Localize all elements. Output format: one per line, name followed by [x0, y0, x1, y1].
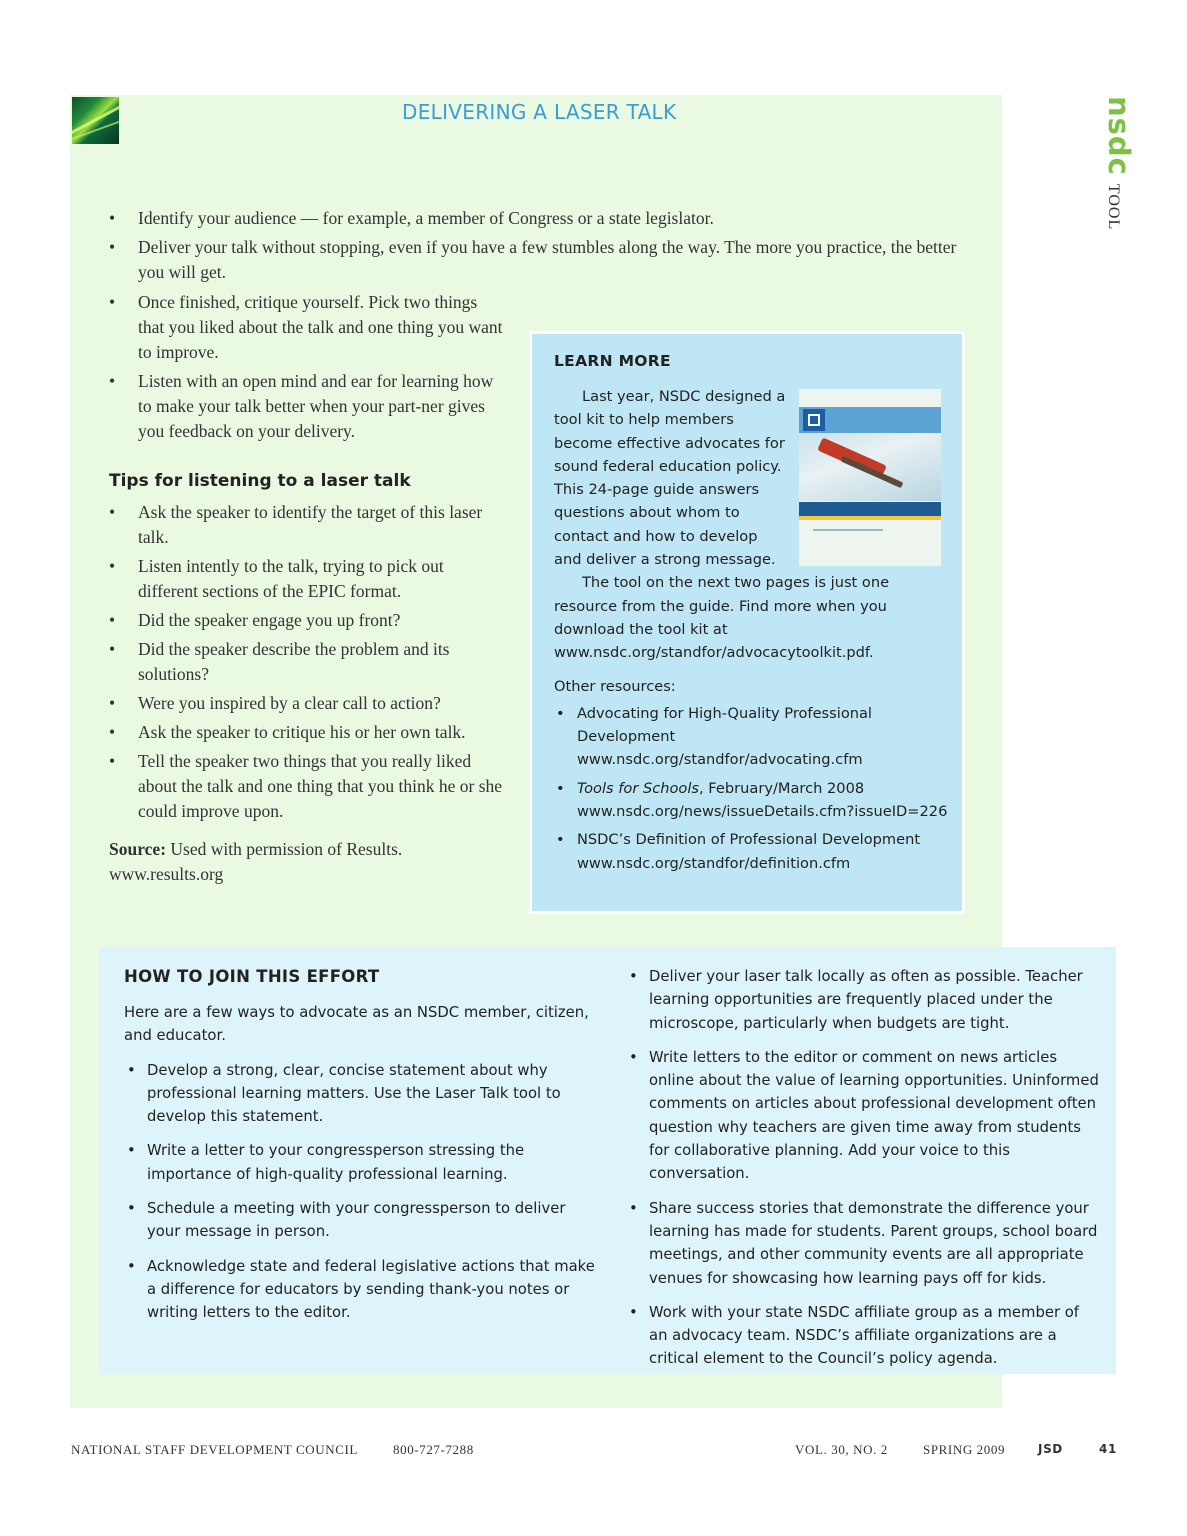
learn-more-paragraph: Last year, NSDC designed a tool kit to help members become effective advocates for sound federal education policy. This 24-page guide answers questions about whom to contact and how to develop and deliver a strong message.: [554, 388, 786, 569]
join-intro: Here are a few ways to advocate as an NSDC member, citizen, and educator.: [124, 1004, 589, 1045]
footer-journal: JSD: [1038, 1442, 1063, 1456]
side-tab-label: TOOL: [1105, 183, 1122, 231]
list-item: • Were you inspired by a clear call to action?: [109, 691, 504, 716]
list-item: [554, 828, 949, 875]
list-item: • Ask the speaker to critique his or her own talk.: [109, 720, 504, 745]
laser-graphic-icon: [72, 97, 119, 144]
toolkit-cover-image: [799, 389, 941, 566]
tips-list: [109, 500, 504, 828]
list-item: • Ask the speaker to identify the target of this laser talk.: [109, 500, 504, 550]
list-item: • Acknowledge state and federal legislative actions that make a difference for educators by sending thank-you notes or writing letters to the editor.: [124, 1255, 599, 1325]
practice-steps-list: [109, 206, 959, 289]
list-item: • Write letters to the editor or comment on news articles online about the value of learning opportunities. Uninformed comments on articles about professional development often question why teachers are given time away from students for collaborative planning. Add your voice to this conversation.: [626, 1046, 1101, 1186]
source-text: Used with permission of Results.: [170, 839, 403, 859]
learn-more-body: [554, 385, 949, 880]
page-footer: [0, 1442, 1187, 1462]
join-effort-box: [99, 947, 1116, 1374]
join-list-left: [124, 1059, 599, 1325]
resource-date: , February/March 2008: [699, 779, 865, 797]
list-item: • Develop a strong, clear, concise statement about why professional learning matters. Use the Laser Talk tool to develop this statement.: [124, 1059, 599, 1129]
resource-title: NSDC’s Definition of Professional Development: [577, 831, 921, 849]
join-left-column: [124, 1001, 599, 1336]
list-item: [554, 702, 949, 772]
join-right-column: [626, 965, 1101, 1382]
list-item: • Deliver your talk without stopping, even if you have a few stumbles along the way. The more you practice, the better you will get.: [109, 235, 959, 285]
nsdc-logo-icon: [803, 409, 825, 431]
source-label: Source:: [109, 839, 167, 859]
page-title: DELIVERING A LASER TALK: [402, 100, 677, 124]
learn-more-paragraph: The tool on the next two pages is just one resource from the guide. Find more when you download the tool kit at www.nsdc.org/standfor/advocacytoolkit.pdf.: [554, 574, 890, 662]
list-item: • Once finished, critique yourself. Pick two things that you liked about the talk and one thing you want to improve.: [109, 290, 504, 365]
list-item: • Identify your audience — for example, a member of Congress or a state legislator.: [109, 206, 959, 231]
resource-url: www.nsdc.org/standfor/definition.cfm: [577, 854, 851, 872]
list-item: • Listen with an open mind and ear for learning how to make your talk better when your part-ner gives you feedback on your delivery.: [109, 369, 504, 444]
list-item: • Write a letter to your congressperson stressing the importance of high-quality professional learning.: [124, 1139, 599, 1186]
join-list-right: [626, 965, 1101, 1371]
list-item: [554, 777, 949, 824]
side-tab: [1096, 96, 1136, 246]
learn-more-heading: LEARN MORE: [554, 352, 671, 370]
other-resources-label: Other resources:: [554, 677, 676, 695]
footer-volume: VOL. 30, NO. 2: [795, 1442, 888, 1457]
list-item: • Work with your state NSDC affiliate group as a member of an advocacy team. NSDC’s affiliate organizations are a critical element to the Council’s policy agenda.: [626, 1301, 1101, 1371]
list-item: • Deliver your laser talk locally as often as possible. Teacher learning opportunities are frequently placed under the microscope, particularly when budgets are tight.: [626, 965, 1101, 1035]
brand-logo: nsdc: [1102, 96, 1136, 176]
list-item: • Listen intently to the talk, trying to pick out different sections of the EPIC format.: [109, 554, 504, 604]
resource-title: Advocating for High-Quality Professional Development: [577, 704, 872, 746]
resources-list: [554, 702, 949, 875]
source-url: www.results.org: [109, 864, 224, 884]
list-item: • Did the speaker describe the problem and its solutions?: [109, 637, 504, 687]
footer-org: NATIONAL STAFF DEVELOPMENT COUNCIL: [71, 1442, 358, 1457]
join-heading: HOW TO JOIN THIS EFFORT: [124, 967, 380, 986]
page-number: 41: [1099, 1442, 1117, 1456]
critique-steps-list: [109, 290, 504, 448]
source-credit: [109, 837, 504, 887]
resource-url: www.nsdc.org/news/issueDetails.cfm?issueID=226: [577, 803, 948, 821]
tips-heading: Tips for listening to a laser talk: [109, 471, 411, 491]
learn-more-box: [529, 331, 965, 914]
list-item: • Schedule a meeting with your congressperson to deliver your message in person.: [124, 1197, 599, 1244]
list-item: • Tell the speaker two things that you really liked about the talk and one thing that you think he or she could improve upon.: [109, 749, 504, 824]
resource-title: Tools for Schools: [577, 779, 700, 797]
list-item: • Share success stories that demonstrate the difference your learning has made for students. Parent groups, school board meetings, and other community events are all appropriate venues for showcasing how learning pays off for kids.: [626, 1197, 1101, 1290]
footer-phone: 800-727-7288: [393, 1442, 474, 1457]
footer-season: SPRING 2009: [923, 1442, 1006, 1457]
resource-url: www.nsdc.org/standfor/advocating.cfm: [577, 751, 863, 769]
list-item: • Did the speaker engage you up front?: [109, 608, 504, 633]
